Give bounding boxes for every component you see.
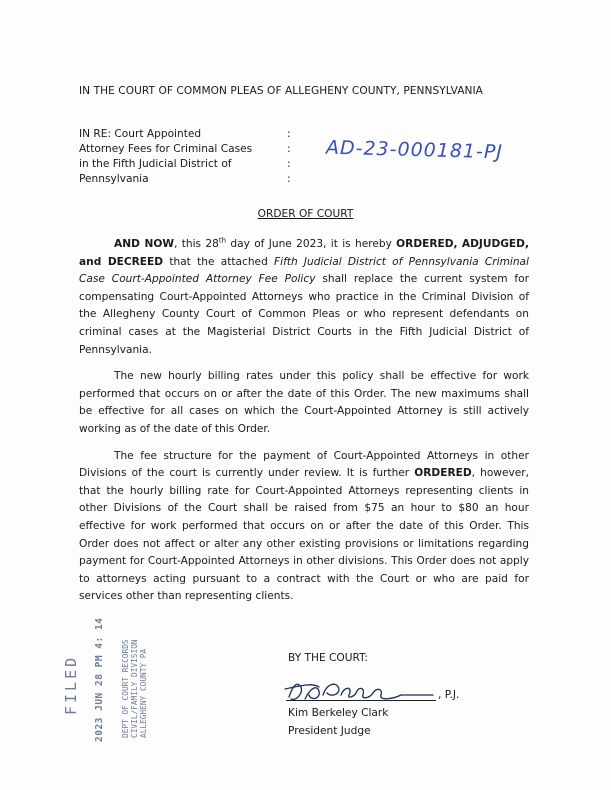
- court-header: IN THE COURT OF COMMON PLEAS OF ALLEGHENY COUNTY, PENNSYLVANIA: [79, 85, 483, 97]
- caption-separator: :: [287, 158, 291, 170]
- text-span: , this 28: [174, 238, 219, 250]
- ordered-text: ORDERED: [414, 467, 472, 480]
- caption-line: Attorney Fees for Criminal Cases: [79, 143, 253, 155]
- pj-suffix: , P.J.: [438, 689, 460, 701]
- signature-line: [286, 700, 436, 701]
- caption-separator: :: [287, 143, 291, 155]
- filed-stamp-department: [121, 639, 148, 738]
- caption-separators: [287, 127, 291, 187]
- paragraph-decree: [79, 236, 529, 359]
- and-now-text: AND NOW: [114, 238, 175, 250]
- adjudged-text: ADJUDGED, and DECREED: [79, 238, 529, 268]
- order-title: ORDER OF COURT: [257, 208, 354, 220]
- case-caption: [79, 127, 252, 187]
- judge-name: Kim Berkeley Clark: [288, 707, 389, 719]
- judge-signature: [283, 673, 443, 709]
- stamp-dept-line: CIVIL/FAMILY DIVISION: [130, 639, 139, 738]
- policy-title: Fifth Judicial District of Pennsylvania Criminal Case Court-Appointed Attorney Fee Policy: [79, 255, 529, 286]
- paragraph-effective-dates: The new hourly billing rates under this policy shall be effective for work performed that occurs on or after the date of this Order. The new maximums shall be effective for all cases on which the Court-Appointed Attorney is still actively working as of the date of this Order.: [79, 370, 529, 435]
- handwritten-case-number: AD-23-000181-PJ: [325, 136, 504, 164]
- stamp-dept-line: DEPT OF COURT RECORDS: [121, 639, 130, 738]
- stamp-dept-line: ALLEGHENY COUNTY PA: [139, 648, 148, 738]
- filed-stamp-date: 2023 JUN 28 PM 4: 14: [94, 617, 105, 742]
- caption-separator: :: [287, 128, 291, 140]
- by-the-court-label: BY THE COURT:: [288, 652, 368, 664]
- paragraph-fee-structure: [79, 448, 529, 606]
- text-span: The fee structure for the payment of Court-Appointed Attorneys in other Divisions of the court is currently under review. It is further: [79, 449, 529, 480]
- filed-stamp-label: FILED: [62, 654, 80, 715]
- ordinal-suffix: th: [218, 236, 227, 245]
- order-body: [79, 236, 529, 606]
- text-span: that the attached: [163, 255, 275, 268]
- caption-line: IN RE: Court Appointed: [79, 128, 202, 140]
- caption-line: in the Fifth Judicial District of: [79, 158, 232, 170]
- caption-separator: :: [287, 173, 291, 185]
- text-span: shall replace the current system for compensating Court-Appointed Attorneys who practice in the Criminal Division of the Allegheny County Court of Common Pleas or who represent defendants on criminal cases at the Magisterial District Courts in the Fifth Judicial District of Pennsylvania.: [79, 273, 529, 356]
- ordered-text: ORDERED,: [396, 238, 458, 250]
- text-span: , however, that the hourly billing rate for Court-Appointed Attorneys representing clients in other Divisions of the Court shall be raised from $75 an hour to $80 an hour effective for work performed that occurs on or after the date of this Order. This Order does not affect or alter any other existing provisions or limitations regarding payment for Court-Appointed Attorneys in other divisions. This Order does not apply to attorneys acting pursuant to a contract with the Court or who are paid for services other than representing clients.: [79, 467, 529, 603]
- text-span: day of June 2023, it is hereby: [226, 238, 397, 250]
- caption-line: Pennsylvania: [79, 173, 149, 185]
- judge-title: President Judge: [288, 725, 371, 737]
